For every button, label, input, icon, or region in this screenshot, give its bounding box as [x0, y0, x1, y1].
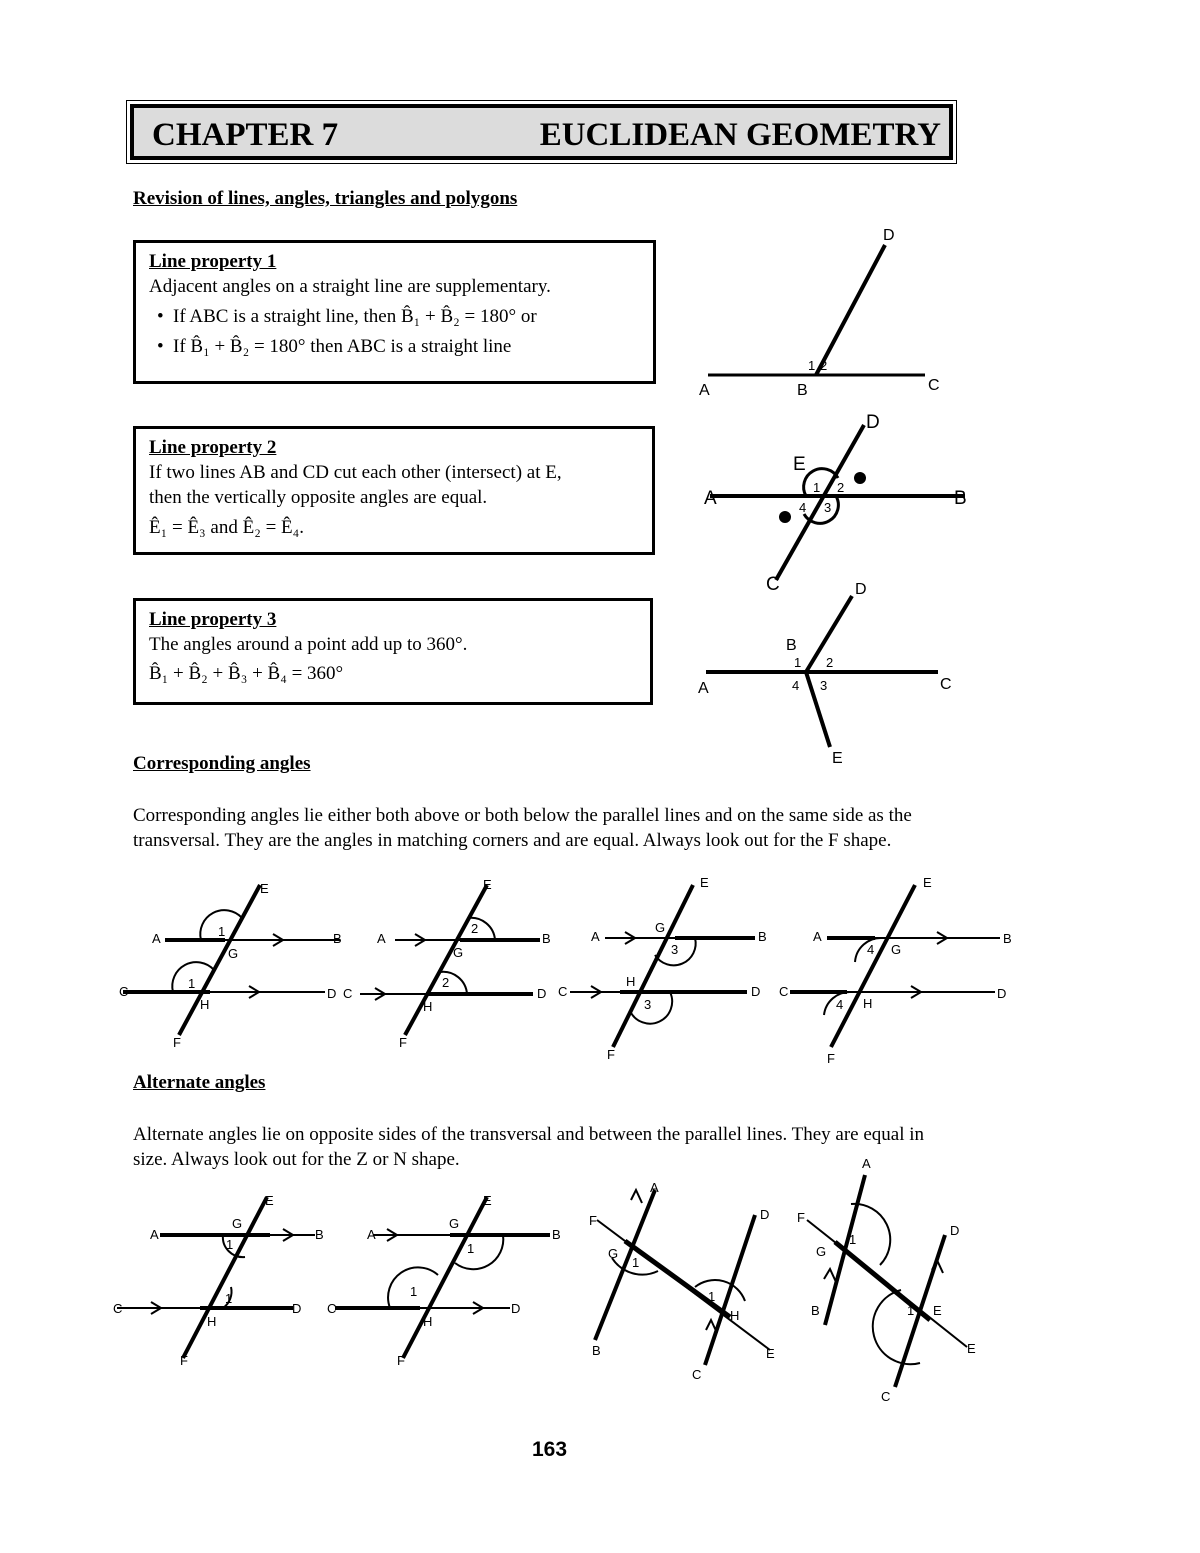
- cf1-angle-top: 1: [218, 924, 226, 939]
- alt4-angle-bottom: 1: [907, 1303, 915, 1318]
- fig1-label-c: C: [928, 377, 940, 394]
- fig2-angle-2: 2: [837, 480, 845, 495]
- cf2-label-f: F: [399, 1035, 407, 1050]
- alt1-label-f: F: [180, 1353, 188, 1368]
- alt1-label-g: G: [232, 1216, 243, 1231]
- cf3-label-c: C: [558, 984, 568, 999]
- fig2-label-c: C: [766, 574, 780, 595]
- cf3-label-h: H: [626, 974, 636, 989]
- cf4-label-b: B: [1003, 931, 1012, 946]
- corresponding-angles-figures: [115, 875, 1035, 1070]
- alt3-label-d: D: [760, 1207, 770, 1222]
- cf1-label-b: B: [333, 931, 342, 946]
- alt2-label-c: C: [327, 1301, 337, 1316]
- cf1-label-a: A: [152, 931, 161, 946]
- line-property-figures: [690, 220, 980, 775]
- alt2-angle-top: 1: [467, 1241, 475, 1256]
- cf3-label-f: F: [607, 1047, 615, 1062]
- property-1-text: Adjacent angles on a straight line are supplementary.: [149, 276, 551, 297]
- property-1-bullet-1: • If ABC is a straight line, then B̂₁ + B̂₂ = 180° or: [157, 304, 640, 329]
- fig1-label-d: D: [883, 227, 895, 244]
- cf1-label-e: E: [260, 881, 269, 896]
- fig2-label-b: B: [954, 488, 967, 509]
- cf1-label-c: C: [119, 984, 129, 999]
- cf2-label-d: D: [537, 986, 547, 1001]
- alternate-angles-text: Alternate angles lie on opposite sides of the transversal and between the parallel lines. They are equal in size. Always look out for the Z or N shape.: [133, 1124, 925, 1170]
- line-property-1-box: [133, 240, 656, 384]
- cf2-angle-bottom: 2: [442, 975, 450, 990]
- alt4-angle-top: 1: [849, 1232, 857, 1247]
- property-3-title: Line property 3: [149, 609, 277, 630]
- alternate-angles-heading: Alternate angles: [133, 1072, 266, 1093]
- fig2-angle-4: 4: [799, 500, 807, 515]
- cf4-angle-bottom: 4: [836, 997, 844, 1012]
- corresponding-angles-heading: Corresponding angles: [133, 753, 311, 774]
- cf3-angle-top: 3: [671, 942, 679, 957]
- cf2-label-b: B: [542, 931, 551, 946]
- fig2-label-d: D: [866, 412, 880, 433]
- cf4-label-a: A: [813, 929, 822, 944]
- cf3-label-g: G: [655, 920, 666, 935]
- alt1-label-d: D: [292, 1301, 302, 1316]
- cf2-label-c: C: [343, 986, 353, 1001]
- alt4-label-g: G: [816, 1244, 827, 1259]
- chapter-number: CHAPTER 7: [152, 117, 339, 153]
- alt2-label-f: F: [397, 1353, 405, 1368]
- alt1-label-a: A: [150, 1227, 159, 1242]
- section-heading: Revision of lines, angles, triangles and polygons: [133, 188, 518, 209]
- cf4-label-g: G: [891, 942, 902, 957]
- cf2-label-g: G: [453, 945, 464, 960]
- line-property-3-box: [133, 598, 653, 705]
- cf4-label-h: H: [863, 996, 873, 1011]
- fig1-angle-1: 1: [808, 358, 816, 373]
- alt2-label-e: E: [483, 1193, 492, 1208]
- fig3-label-c: C: [940, 676, 952, 693]
- alt1-label-c: C: [113, 1301, 123, 1316]
- fig3-angle-4: 4: [792, 678, 800, 693]
- property-2-line-2: then the vertically opposite angles are equal.: [149, 487, 488, 508]
- alt2-angle-bottom: 1: [410, 1284, 418, 1299]
- alt4-label-h: E: [933, 1303, 942, 1318]
- cf4-label-c: C: [779, 984, 789, 999]
- cf1-label-f: F: [173, 1035, 181, 1050]
- alt4-label-c: C: [881, 1389, 891, 1404]
- alt3-label-f: F: [589, 1213, 597, 1228]
- cf3-label-b: B: [758, 929, 767, 944]
- alt3-label-g: G: [608, 1246, 619, 1261]
- alternate-angles-figures: [105, 1155, 1005, 1405]
- cf1-label-h: H: [200, 997, 210, 1012]
- property-2-title: Line property 2: [149, 437, 277, 458]
- property-1-bullet-2: • If B̂₁ + B̂₂ = 180° then ABC is a straight line: [157, 334, 640, 359]
- alt2-label-a: A: [367, 1227, 376, 1242]
- cf4-label-e: E: [923, 875, 932, 890]
- corresponding-angles-text: Corresponding angles lie either both above or both below the parallel lines and on the same side as the transversal. They are the angles in matching corners and are equal. Always look out for the F shape.: [133, 805, 912, 851]
- cf2-angle-top: 2: [471, 921, 479, 936]
- cf3-label-d: D: [751, 984, 761, 999]
- alt3-label-c: C: [692, 1367, 702, 1382]
- chapter-title: EUCLIDEAN GEOMETRY: [539, 117, 941, 153]
- property-2-line-3: Ê₁ = Ê₃ and Ê₂ = Ê₄.: [149, 517, 305, 538]
- line-property-2-box: [133, 426, 655, 555]
- fig2-label-a: A: [704, 488, 717, 509]
- alt4-label-b: B: [811, 1303, 820, 1318]
- property-2-line-1: If two lines AB and CD cut each other (intersect) at E,: [149, 462, 562, 483]
- alt1-label-b: B: [315, 1227, 324, 1242]
- page-number: 163: [532, 1438, 568, 1461]
- fig2-label-e: E: [793, 454, 806, 475]
- cf1-label-g: G: [228, 946, 239, 961]
- alt1-label-e: E: [265, 1193, 274, 1208]
- fig3-label-e: E: [832, 750, 843, 767]
- alt2-label-b: B: [552, 1227, 561, 1242]
- fig3-label-b: B: [786, 637, 797, 654]
- fig3-angle-1: 1: [794, 655, 802, 670]
- cf3-label-a: A: [591, 929, 600, 944]
- alt4-label-a: A: [862, 1156, 871, 1171]
- alt3-label-b: B: [592, 1343, 601, 1358]
- cf4-label-d: D: [997, 986, 1007, 1001]
- fig1-label-b: B: [797, 382, 808, 399]
- fig3-angle-2: 2: [826, 655, 834, 670]
- cf2-label-h: H: [423, 999, 433, 1014]
- cf3-label-e: E: [700, 875, 709, 890]
- cf2-label-e: E: [483, 877, 492, 892]
- cf4-angle-top: 4: [867, 942, 875, 957]
- fig3-label-d: D: [855, 581, 867, 598]
- property-3-line-1: The angles around a point add up to 360°.: [149, 634, 468, 655]
- alt2-label-g: G: [449, 1216, 460, 1231]
- fig1-label-a: A: [699, 382, 710, 399]
- cf3-angle-bottom: 3: [644, 997, 652, 1012]
- cf2-label-a: A: [377, 931, 386, 946]
- property-1-title: Line property 1: [149, 251, 277, 272]
- fig3-angle-3: 3: [820, 678, 828, 693]
- fig3-label-a: A: [698, 680, 709, 697]
- alt4-label-d: D: [950, 1223, 960, 1238]
- alt1-angle-bottom: 1: [225, 1291, 233, 1306]
- alt2-label-d: D: [511, 1301, 521, 1316]
- alt3-angle-top: 1: [632, 1255, 640, 1270]
- alt2-label-h: H: [423, 1314, 433, 1329]
- cf1-label-d: D: [327, 986, 337, 1001]
- alt1-label-h: H: [207, 1314, 217, 1329]
- alt4-label-e: E: [967, 1341, 976, 1356]
- alt3-angle-bottom: 1: [708, 1289, 716, 1304]
- fig1-angle-2: 2: [820, 358, 828, 373]
- fig2-angle-3: 3: [824, 500, 832, 515]
- alt4-label-f: F: [797, 1210, 805, 1225]
- fig2-angle-1: 1: [813, 480, 821, 495]
- alt1-angle-top: 1: [226, 1237, 234, 1252]
- alt3-label-e: E: [766, 1346, 775, 1361]
- chapter-banner: [130, 104, 953, 160]
- cf4-label-f: F: [827, 1051, 835, 1066]
- alt3-label-h: H: [730, 1308, 740, 1323]
- property-3-line-2: B̂₁ + B̂₂ + B̂₃ + B̂₄ = 360°: [149, 663, 344, 684]
- alt3-label-a: A: [650, 1180, 659, 1195]
- cf1-angle-bottom: 1: [188, 976, 196, 991]
